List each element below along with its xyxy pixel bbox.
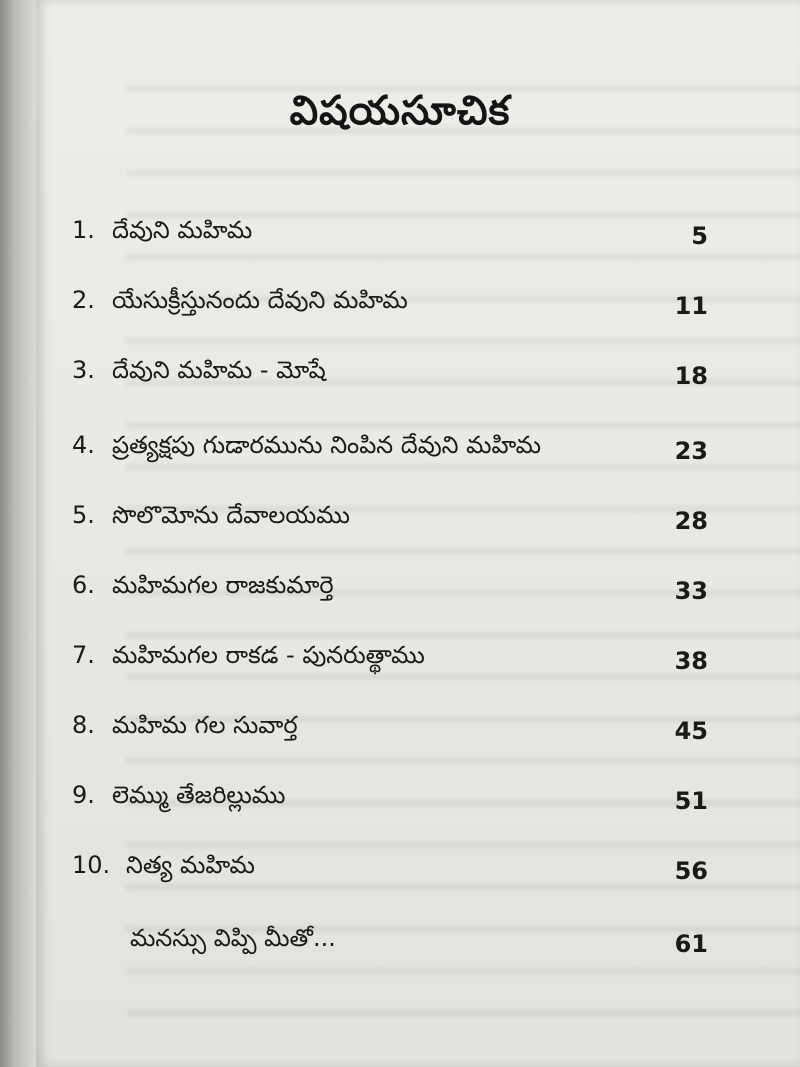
toc-entry-number: 10. [72, 851, 111, 879]
toc-entry-title: దేవుని మహిమ [112, 216, 253, 244]
toc-entry-number: 8. [72, 711, 95, 739]
toc-entry-number: 3. [72, 356, 95, 384]
toc-entry-title: లెమ్ము తేజరిల్లుము [112, 781, 286, 809]
toc-entry-number: 1. [72, 216, 95, 244]
toc-entry-title: ప్రత్యక్షపు గుడారమును నింపిన దేవుని మహిమ [112, 431, 541, 459]
toc-entry-page: 5 [691, 222, 708, 250]
toc-entry-title: నిత్య మహిమ [126, 851, 255, 879]
toc-entry-afterword [0, 918, 800, 968]
toc-entry-title: యేసుక్రీస్తునందు దేవుని మహిమ [112, 286, 408, 314]
toc-entry [0, 845, 800, 895]
toc-entry [0, 350, 800, 400]
toc-entry-page: 56 [674, 857, 708, 885]
toc-entry-page: 51 [674, 787, 708, 815]
toc-entry-number: 6. [72, 571, 95, 599]
bleed-through-text [126, 60, 800, 1050]
toc-entry-title: మహిమగల రాకడ - పునరుత్థాము [112, 641, 425, 669]
toc-entry-page: 23 [674, 437, 708, 465]
toc-entry-number: 4. [72, 431, 95, 459]
toc-entry [0, 635, 800, 685]
toc-entry [0, 280, 800, 330]
toc-entry-page: 61 [674, 930, 708, 958]
toc-entry-title: మహిమ గల సువార్త [112, 711, 298, 739]
toc-entry-page: 33 [674, 577, 708, 605]
toc-entry-page: 45 [674, 717, 708, 745]
toc-entry [0, 775, 800, 825]
toc-entry [0, 210, 800, 260]
toc-entry-number: 5. [72, 501, 95, 529]
toc-entry [0, 425, 800, 475]
toc-entry-number: 9. [72, 781, 95, 809]
toc-entry-title: సొలొమోను దేవాలయము [112, 501, 350, 529]
toc-entry-number: 2. [72, 286, 95, 314]
toc-entry-title: దేవుని మహిమ - మోషే [112, 356, 326, 384]
toc-entry-number: 7. [72, 641, 95, 669]
toc-entry-page: 18 [674, 362, 708, 390]
toc-entry-page: 28 [674, 507, 708, 535]
toc-entry-page: 11 [674, 292, 708, 320]
toc-entry-page: 38 [674, 647, 708, 675]
toc-entry [0, 565, 800, 615]
toc-entry [0, 705, 800, 755]
toc-entry-title: మనస్సు విప్పి మీతో... [130, 924, 336, 952]
toc-entry-title: మహిమగల రాజకుమార్తె [112, 571, 334, 599]
page-title: విషయసూచిక [289, 88, 511, 134]
toc-entry [0, 495, 800, 545]
